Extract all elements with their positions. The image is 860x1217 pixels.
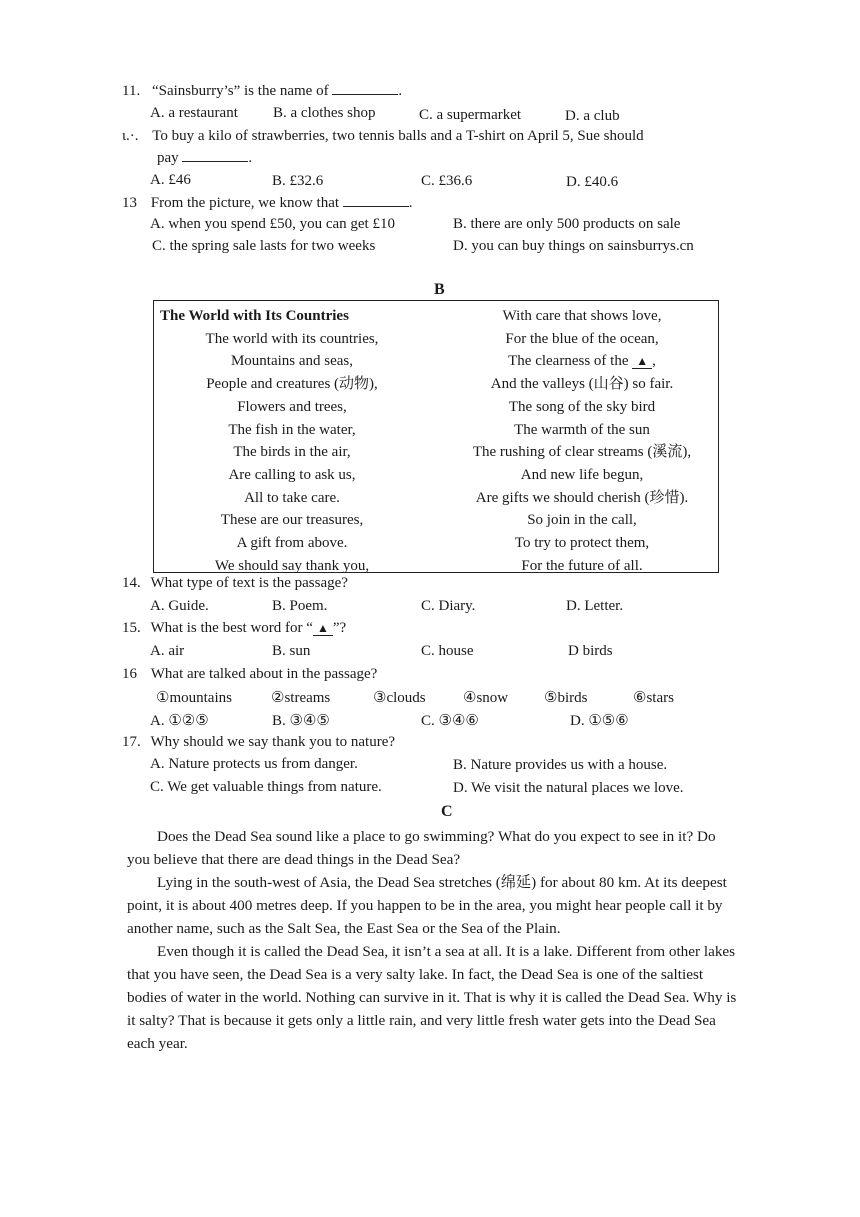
q16-option-a: A. ①②⑤ [150,713,209,729]
poem-line: For the blue of the ocean, [505,330,659,347]
poem-title: The World with Its Countries [160,308,349,324]
poem-line-with-blank [448,350,716,373]
q14-stem: What type of text is the passage? [150,575,348,591]
poem-line: The song of the sky bird [508,398,656,415]
q14-number: 14. [122,575,141,591]
poem-line: These are our treasures, [220,512,364,529]
q16-item: ①mountains [156,690,232,706]
q12-stem: To buy a kilo of strawberries, two tennis balls and a T-shirt on April 5, Sue should [152,128,644,144]
q16-item: ⑤birds [544,690,588,706]
triangle-blank-marker: ▲ [313,621,333,636]
poem-line: The warmth of the sun [514,421,650,438]
passage-paragraph: Even though it is called the Dead Sea, it isn’t a sea at all. It is a lake. Different from other lakes that you have seen, the Dead Sea is a very salty lake. In fact, the Dead Sea is one of the saltiest bodies of water in the world. Nothing can survive in it. That is why it is called the Dead Sea. Why is it salty? That is because it gets only a little rain, and very little fresh water gets into the Dead Sea each year. [127,943,737,1052]
q13-option-c: C. the spring sale lasts for two weeks [152,238,376,254]
passage-c [127,825,737,1055]
poem-line: The rushing of clear streams (溪流), [472,444,692,461]
q15-number: 15. [122,620,141,636]
q11-blank [332,82,398,95]
q12-option-b: B. £32.6 [272,173,324,189]
q17-option-b: B. Nature provides us with a house. [453,757,668,773]
q13-number: 13 [122,195,137,211]
poem-line: The fish in the water, [228,421,356,438]
poem-line: All to take care. [244,489,340,506]
q15-option-c: C. house [421,643,474,659]
poem-line: A gift from above. [236,535,348,552]
poem-line-end: , [652,353,656,370]
question-17 [122,734,395,751]
poem-line: We should say thank you, [214,557,370,574]
q11-stem: “Sainsburry’s” is the name of [151,83,329,99]
q16-stem: What are talked about in the passage? [150,666,378,682]
poem-line: For the future of all. [521,557,643,574]
question-12 [122,128,644,145]
q13-option-d: D. you can buy things on sainsburrys.cn [453,238,694,254]
q13-end: . [408,195,413,211]
passage-paragraph: Lying in the south-west of Asia, the Dead Sea stretches (绵延) for about 80 km. At its deepest point, it is about 400 metres deep. If you happen to be in the area, you might hear people call it by another name, such as the Salt Sea, the East Sea or the Sea of the Plain. [127,874,727,937]
poem-line: And the valleys (山谷) so fair. [490,376,674,393]
question-15 [122,620,346,637]
q16-option-d: D. ①⑤⑥ [570,713,629,729]
poem-line: With care that shows love, [502,308,662,324]
section-b-heading: B [434,281,445,298]
q15-option-b: B. sun [272,643,311,659]
q12-option-d: D. £40.6 [566,174,619,190]
q11-option-c: C. a supermarket [419,107,522,123]
q17-stem: Why should we say thank you to nature? [150,734,396,750]
q15-option-d: D birds [568,643,613,659]
q12-stem-2: pay [157,150,179,166]
poem-left-column [158,305,426,577]
poem-line: The birds in the air, [233,444,351,461]
q11-option-d: D. a club [565,108,620,124]
q17-option-a: A. Nature protects us from danger. [150,756,358,772]
poem-line: Are gifts we should cherish (珍惜). [475,489,689,506]
q11-end: . [398,83,403,99]
poem-line: The world with its countries, [205,330,379,347]
q16-number: 16 [122,666,137,682]
question-14 [122,575,348,592]
poem-box [153,300,719,573]
q15-stem-pre: What is the best word for “ [150,620,313,636]
q16-option-b: B. ③④⑤ [272,713,330,729]
q12-stem-continued [157,149,252,167]
q15-option-a: A. air [150,643,185,659]
triangle-blank-marker: ▲ [632,354,652,369]
q13-option-b: B. there are only 500 products on sale [453,216,681,232]
poem-line: Are calling to ask us, [228,466,356,483]
q11-option-a: A. a restaurant [150,105,238,121]
passage-paragraph: Does the Dead Sea sound like a place to go swimming? What do you expect to see in it? Do you believe that there are dead things in the Dead Sea? [127,828,716,868]
poem-right-column [448,305,716,577]
q14-option-c: C. Diary. [421,598,476,614]
q17-number: 17. [122,734,141,750]
q13-blank [343,194,409,207]
q14-option-a: A. Guide. [150,598,209,614]
q12-blank [182,149,248,162]
q16-item: ⑥stars [633,690,674,706]
poem-line: To try to protect them, [514,535,650,552]
section-c-heading: C [441,803,453,820]
q11-number: 11. [122,83,141,99]
poem-line: People and creatures (动物), [206,376,378,393]
poem-line: Mountains and seas, [230,353,354,370]
q17-option-c: C. We get valuable things from nature. [150,779,382,795]
q12-option-a: A. £46 [150,172,191,188]
q16-item: ④snow [463,690,509,706]
poem-line: Flowers and trees, [237,398,347,415]
question-16 [122,666,377,683]
q15-stem-post: ”? [332,620,347,636]
q12-number: ι.·. [122,128,139,144]
poem-line: And new life begun, [520,466,644,483]
q12-option-c: C. £36.6 [421,173,473,189]
q16-item: ③clouds [373,690,426,706]
q16-item: ②streams [271,690,331,706]
q11-option-b: B. a clothes shop [273,105,376,121]
poem-line-text: The clearness of the [508,353,629,370]
poem-line: So join in the call, [527,512,637,529]
q12-end: . [248,150,253,166]
q13-option-a: A. when you spend £50, you can get £10 [150,216,395,232]
q16-option-c: C. ③④⑥ [421,713,479,729]
q17-option-d: D. We visit the natural places we love. [453,780,684,796]
q14-option-b: B. Poem. [272,598,328,614]
question-11 [122,82,402,100]
q13-stem: From the picture, we know that [150,195,340,211]
question-13 [122,194,413,212]
q14-option-d: D. Letter. [566,598,624,614]
